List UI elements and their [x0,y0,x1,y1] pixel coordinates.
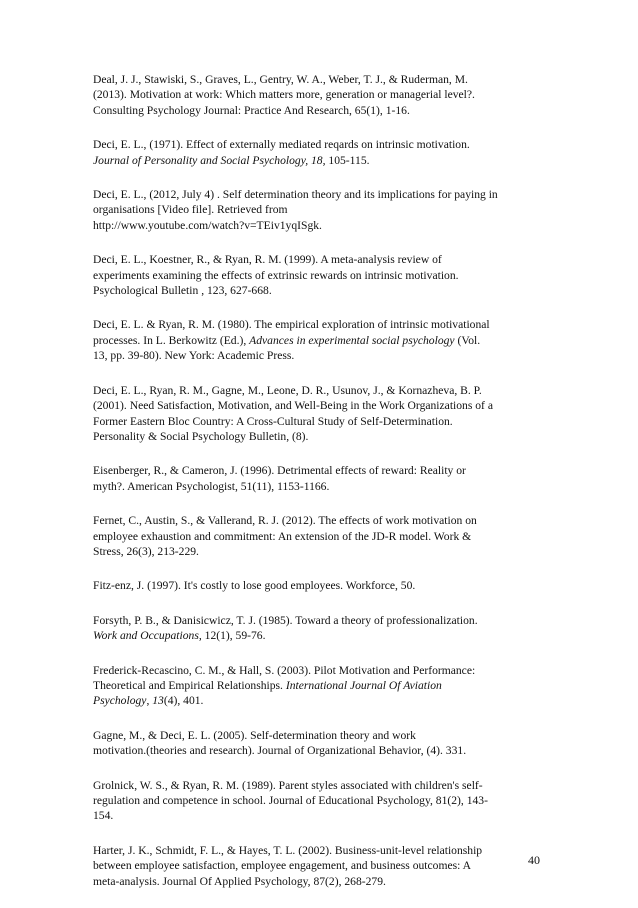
reference-entry-deci-2001 [93,383,555,445]
reference-entry-deci-1980 [93,317,555,363]
reference-entry-deci-1999 [93,252,555,298]
reference-entry-forsyth [93,613,555,644]
reference-text: (4), 401. [163,694,204,708]
reference-entry-deci-2012 [93,187,555,233]
reference-italic-title: Work and Occupations, [93,629,202,643]
reference-text: Deci, E. L. & Ryan, R. M. (1980). The empirical exploration of intrinsic motivational processes. In L. Berkowitz (Ed.), [93,318,490,347]
reference-text: Deci, E. L., (2012, July 4) . Self determination theory and its implications for paying in organisations [Video file]. Retrieved from http://www.youtube.com/watch?v=TEiv1yqISgk. [93,188,498,232]
reference-list [93,72,555,908]
reference-entry-harter [93,843,555,889]
reference-text: Gagne, M., & Deci, E. L. (2005). Self-determination theory and work motivation.(theories and research). Journal of Organizational Behavior, (4). 331. [93,728,467,758]
reference-text: (Vol. 13, pp. 39-80). New York: Academic Press. [93,333,481,363]
reference-text: Fernet, C., Austin, S., & Vallerand, R. J. (2012). The effects of work motivation on employee exhaustion and commitment: An extension of the JD-R model. Work & Stress, 26(3), 213-229. [93,514,477,558]
reference-text: Deal, J. J., Stawiski, S., Graves, L., Gentry, W. A., Weber, T. J., & Ruderman, M. (2013). Motivation at work: Which matters more, generation or managerial level?. Consulting Psychology Journal: Practice And Research, 65(1), 1-16. [93,73,475,117]
reference-entry-deci-1971 [93,137,555,168]
reference-italic-title: International Journal Of Aviation Psychology [93,678,442,708]
reference-entry-gagne [93,728,555,759]
reference-entry-deal [93,72,555,118]
reference-italic-title: Advances in experimental social psychology [249,333,455,347]
reference-entry-grolnick [93,778,555,824]
reference-entry-eisenberger [93,463,555,494]
reference-text: 105-115. [325,153,370,167]
reference-entry-fitz-enz [93,578,555,593]
reference-italic-title: Journal of Personality and Social Psychology, 18, [93,153,326,167]
reference-text: Deci, E. L., Koestner, R., & Ryan, R. M. (1999). A meta-analysis review of experiments examining the effects of extrinsic rewards on intrinsic motivation. Psychological Bulletin , 123, 627-668. [93,253,459,298]
reference-entry-fernet [93,513,555,559]
reference-text: Harter, J. K., Schmidt, F. L., & Hayes, T. L. (2002). Business-unit-level relationship between employee satisfaction, employee engagement, and business outcomes: A meta-analysis. Journal Of Applied Psychology, 87(2), 268-279. [93,843,483,888]
reference-text: Grolnick, W. S., & Ryan, R. M. (1989). Parent styles associated with children's self- regulation and competence in school. Journal of Educational Psychology, 81(2), 143- 154. [93,778,488,823]
reference-text: 12(1), 59-76. [201,629,266,643]
reference-italic-title: 13 [152,694,164,708]
reference-text: Forsyth, P. B., & Danisicwicz, T. J. (1985). Toward a theory of professionalization. [93,613,478,627]
reference-text: Eisenberger, R., & Cameron, J. (1996). Detrimental effects of reward: Reality or myth?. American Psychologist, 51(11), 1153-1166. [93,464,466,493]
reference-text: Deci, E. L., (1971). Effect of externally mediated reqards on intrinsic motivation. [93,138,470,152]
reference-text: Frederick-Recascino, C. M., & Hall, S. (2003). Pilot Motivation and Performance: Theoretical and Empirical Relationships. [93,663,476,692]
reference-text: Deci, E. L., Ryan, R. M., Gagne, M., Leone, D. R., Usunov, J., & Kornazheva, B. P. (2001). Need Satisfaction, Motivation, and Well-Being in the Work Organizations of a Former Eastern Bloc Country: A Cross-Cultural Study of Self-Determination. Personality & Social Psychology Bulletin, (8). [93,383,493,443]
reference-text: Fitz-enz, J. (1997). It's costly to lose good employees. Workforce, 50. [93,579,416,593]
reference-text: , [146,694,153,708]
page-number: 40 [528,853,540,867]
reference-entry-frederick [93,663,555,709]
